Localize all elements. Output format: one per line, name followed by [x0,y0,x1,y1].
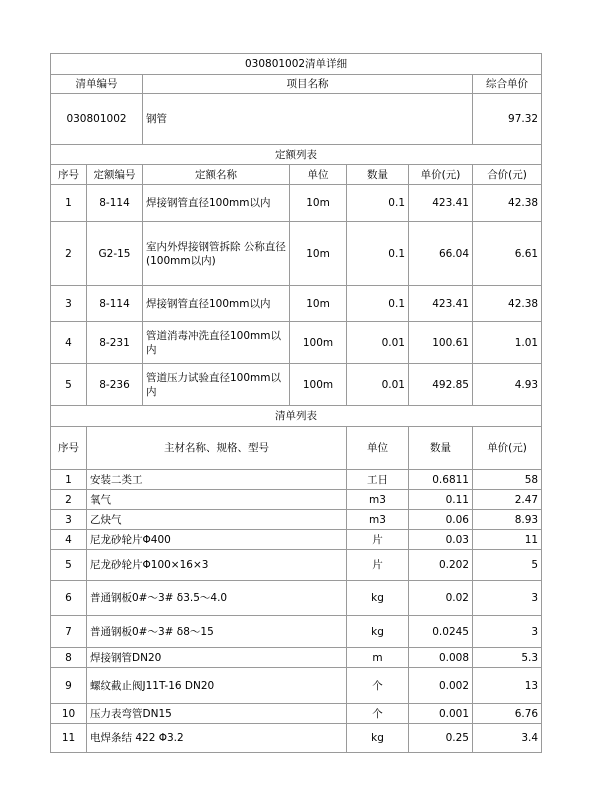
material-row-qty: 0.02 [409,581,473,616]
quota-row-total: 42.38 [473,286,542,322]
material-row-name: 乙炔气 [87,510,347,530]
materials-rows [51,470,542,753]
quota-row-name: 焊接钢管直径100mm以内 [143,185,290,222]
material-row [51,510,542,530]
quota-row-code: 8-231 [87,322,143,364]
material-row-no: 3 [51,510,87,530]
material-row-price: 3 [473,581,542,616]
material-row [51,668,542,704]
quota-row [51,364,542,406]
quota-row-total: 1.01 [473,322,542,364]
quota-row-code: 8-236 [87,364,143,406]
quota-row-name: 室内外焊接钢管拆除 公称直径(100mm以内) [143,222,290,286]
name-label: 项目名称 [143,75,473,94]
quota-row-qty: 0.1 [347,222,409,286]
material-row [51,550,542,581]
material-row-unit: m [347,648,409,668]
quota-row-no: 1 [51,185,87,222]
material-row-name: 普通钢板0#～3# δ8～15 [87,616,347,648]
materials-col-price: 单价(元) [473,427,542,470]
material-row [51,581,542,616]
quota-row-price: 423.41 [409,286,473,322]
material-row [51,616,542,648]
material-row-price: 58 [473,470,542,490]
material-row [51,704,542,724]
quota-row-total: 42.38 [473,185,542,222]
quota-row-name: 焊接钢管直径100mm以内 [143,286,290,322]
material-row-unit: 工日 [347,470,409,490]
material-row-name: 尼龙砂轮片Φ100×16×3 [87,550,347,581]
quota-row-qty: 0.1 [347,286,409,322]
quota-row [51,185,542,222]
bill-name: 钢管 [143,94,473,145]
material-row-no: 1 [51,470,87,490]
material-row-price: 6.76 [473,704,542,724]
quota-row [51,222,542,286]
material-row-name: 氧气 [87,490,347,510]
material-row-qty: 0.25 [409,724,473,753]
quota-col-code: 定额编号 [87,165,143,185]
materials-col-name: 主材名称、规格、型号 [87,427,347,470]
material-row-price: 11 [473,530,542,550]
material-row-unit: 个 [347,704,409,724]
material-row-price: 5.3 [473,648,542,668]
material-row-no: 5 [51,550,87,581]
material-row-unit: kg [347,616,409,648]
code-label: 清单编号 [51,75,143,94]
page-title: 030801002清单详细 [51,54,542,75]
material-row-qty: 0.202 [409,550,473,581]
quota-row-name: 管道压力试验直径100mm以内 [143,364,290,406]
material-row-price: 8.93 [473,510,542,530]
quota-row-unit: 10m [290,185,347,222]
bill-detail-table [50,53,542,753]
materials-section-title: 清单列表 [51,406,542,427]
material-row-price: 2.47 [473,490,542,510]
material-row-price: 5 [473,550,542,581]
quota-col-price: 单价(元) [409,165,473,185]
material-row-no: 2 [51,490,87,510]
material-row-no: 9 [51,668,87,704]
material-row-qty: 0.6811 [409,470,473,490]
material-row-qty: 0.11 [409,490,473,510]
quota-row-qty: 0.1 [347,185,409,222]
quota-row-qty: 0.01 [347,322,409,364]
quota-col-total: 合价(元) [473,165,542,185]
materials-col-unit: 单位 [347,427,409,470]
material-row-unit: kg [347,581,409,616]
material-row-unit: m3 [347,510,409,530]
quota-row-price: 100.61 [409,322,473,364]
quota-row-code: 8-114 [87,185,143,222]
quota-row-no: 2 [51,222,87,286]
quota-col-no: 序号 [51,165,87,185]
quota-row-name: 管道消毒冲洗直径100mm以内 [143,322,290,364]
material-row [51,470,542,490]
material-row-name: 电焊条结 422 Φ3.2 [87,724,347,753]
quota-row-unit: 100m [290,364,347,406]
quota-row-code: 8-114 [87,286,143,322]
quota-row-price: 66.04 [409,222,473,286]
material-row-no: 8 [51,648,87,668]
material-row-no: 4 [51,530,87,550]
quota-col-unit: 单位 [290,165,347,185]
materials-col-no: 序号 [51,427,87,470]
material-row-no: 10 [51,704,87,724]
material-row-qty: 0.03 [409,530,473,550]
bill-code: 030801002 [51,94,143,145]
quota-rows [51,185,542,406]
material-row [51,648,542,668]
material-row-qty: 0.002 [409,668,473,704]
material-row-no: 7 [51,616,87,648]
material-row-price: 3.4 [473,724,542,753]
quota-row-total: 6.61 [473,222,542,286]
quota-row-price: 423.41 [409,185,473,222]
quota-row-unit: 10m [290,286,347,322]
quota-col-name: 定额名称 [143,165,290,185]
material-row-unit: 片 [347,550,409,581]
quota-row-total: 4.93 [473,364,542,406]
materials-col-qty: 数量 [409,427,473,470]
quota-row [51,286,542,322]
material-row [51,490,542,510]
quota-row [51,322,542,364]
quota-row-price: 492.85 [409,364,473,406]
material-row-unit: 个 [347,668,409,704]
quota-section-title: 定额列表 [51,145,542,165]
quota-row-qty: 0.01 [347,364,409,406]
material-row-price: 3 [473,616,542,648]
quota-row-code: G2-15 [87,222,143,286]
material-row [51,724,542,753]
bill-price: 97.32 [473,94,542,145]
material-row-no: 11 [51,724,87,753]
material-row-qty: 0.0245 [409,616,473,648]
material-row-price: 13 [473,668,542,704]
material-row-qty: 0.008 [409,648,473,668]
quota-col-qty: 数量 [347,165,409,185]
material-row-unit: kg [347,724,409,753]
material-row-name: 安装二类工 [87,470,347,490]
quota-row-no: 3 [51,286,87,322]
quota-row-no: 4 [51,322,87,364]
quota-row-unit: 100m [290,322,347,364]
material-row-name: 普通钢板0#～3# δ3.5～4.0 [87,581,347,616]
quota-row-no: 5 [51,364,87,406]
material-row-name: 螺纹截止阀J11T-16 DN20 [87,668,347,704]
material-row-qty: 0.06 [409,510,473,530]
material-row-name: 尼龙砂轮片Φ400 [87,530,347,550]
material-row-no: 6 [51,581,87,616]
material-row-unit: m3 [347,490,409,510]
material-row-name: 焊接钢管DN20 [87,648,347,668]
material-row [51,530,542,550]
material-row-name: 压力表弯管DN15 [87,704,347,724]
material-row-unit: 片 [347,530,409,550]
price-label: 综合单价 [473,75,542,94]
quota-row-unit: 10m [290,222,347,286]
material-row-qty: 0.001 [409,704,473,724]
